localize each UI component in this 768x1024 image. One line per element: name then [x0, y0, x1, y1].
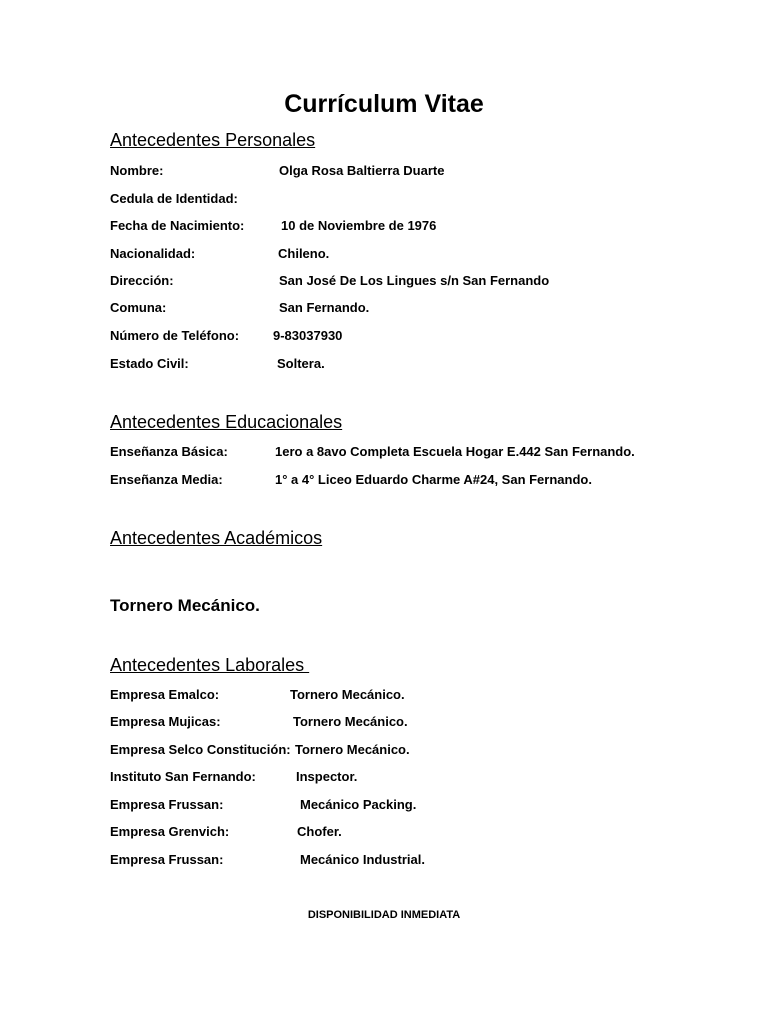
- row-label: Cedula de Identidad:: [110, 191, 238, 206]
- row-value: Tornero Mecánico.: [295, 742, 410, 757]
- row-label: Comuna:: [110, 300, 167, 315]
- row-label: Estado Civil:: [110, 356, 189, 371]
- row-value: Tornero Mecánico.: [293, 714, 408, 729]
- row-value: Olga Rosa Baltierra Duarte: [279, 163, 445, 178]
- row-value: 10 de Noviembre de 1976: [281, 218, 437, 233]
- row-label: Dirección:: [110, 273, 174, 288]
- row-value: Inspector.: [296, 769, 358, 784]
- availability-note: DISPONIBILIDAD INMEDIATA: [307, 909, 461, 921]
- row-label: Empresa Frussan:: [110, 852, 224, 867]
- row-label: Instituto San Fernando:: [110, 769, 256, 784]
- work-section-heading: Antecedentes Laborales: [110, 655, 310, 675]
- row-label: Enseñanza Media:: [110, 472, 223, 487]
- row-label: Empresa Frussan:: [110, 797, 224, 812]
- row-label: Nacionalidad:: [110, 246, 196, 261]
- row-value: Soltera.: [277, 356, 325, 371]
- row-value: San Fernando.: [279, 300, 370, 315]
- row-value: Chofer.: [297, 824, 342, 839]
- row-value: Mecánico Industrial.: [300, 852, 425, 867]
- row-value: 9-83037930: [273, 328, 343, 343]
- row-value: San José De Los Lingues s/n San Fernando: [279, 273, 550, 288]
- academic-section-heading: Antecedentes Académicos: [110, 528, 323, 548]
- row-label: Empresa Selco Constitución:: [110, 742, 291, 757]
- row-value: Chileno.: [278, 246, 330, 261]
- row-label: Número de Teléfono:: [110, 328, 240, 343]
- row-label: Enseñanza Básica:: [110, 444, 228, 459]
- education-section-heading: Antecedentes Educacionales: [110, 412, 343, 432]
- row-label: Nombre:: [110, 163, 164, 178]
- row-value: Tornero Mecánico.: [290, 687, 405, 702]
- row-label: Empresa Emalco:: [110, 687, 220, 702]
- row-value: Mecánico Packing.: [300, 797, 417, 812]
- academic-title: Tornero Mecánico.: [110, 596, 260, 615]
- row-label: Empresa Grenvich:: [110, 824, 230, 839]
- page-title: Currículum Vitae: [284, 90, 484, 118]
- row-value: 1ero a 8avo Completa Escuela Hogar E.442 San Fernando.: [275, 444, 635, 459]
- row-value: 1° a 4° Liceo Eduardo Charme A#24, San Fernando.: [275, 472, 592, 487]
- personal-section-heading: Antecedentes Personales: [110, 130, 316, 150]
- row-label: Fecha de Nacimiento:: [110, 218, 245, 233]
- row-label: Empresa Mujicas:: [110, 714, 221, 729]
